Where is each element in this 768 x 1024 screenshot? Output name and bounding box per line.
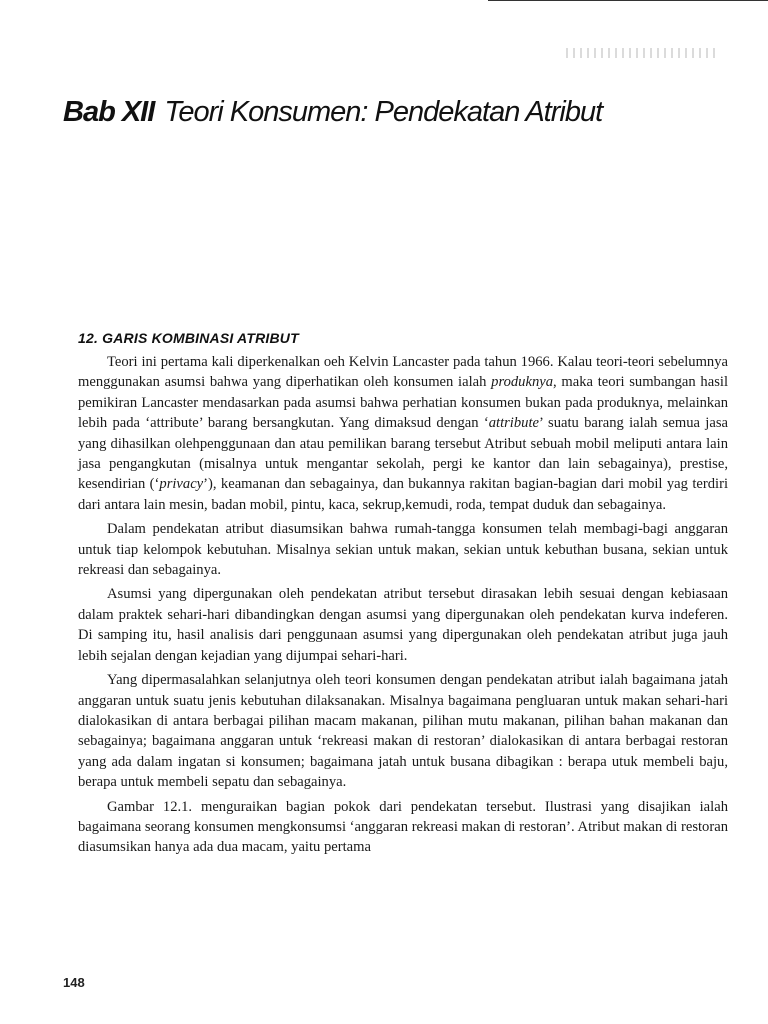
paragraph-4: Yang dipermasalahkan selanjutnya oleh teori konsumen dengan pendekatan atribut ialah bagaimana jatah anggaran untuk suatu jenis kebutuhan dilaksanakan. Misalnya bagaimana pengluaran untuk makan sehari-hari dialokasikan di antara berbagai pilihan macam makanan, pilihan mutu makanan, pilihan bahan makanan dan sebagainya; bagaimana anggaran untuk ‘rekreasi makan di restoran’ dialokasikan di antara berbagai restoran yang ada dalam ingatan si konsumen; bagaimana jatah untuk busana dibagikan : berapa utuk membeli baju, berapa untuk membeli sepatu dan sebagainya. [78,672,728,791]
chapter-title-text: Teori Konsumen: Pendekatan Atribut [164,96,603,128]
paragraph-5: Gambar 12.1. menguraikan bagian pokok dari pendekatan tersebut. Ilustrasi yang disajikan ialah bagaimana seorang konsumen mengkonsumsi ‘anggaran rekreasi makan di restoran’. Atribut makan di restoran diasumsikan hanya ada dua macam, yaitu pertama [78,798,728,856]
body-text [78,352,728,862]
p1-text-e: ’ suatu barang ialah semua jasa yang dihasilkan olehpenggunaan dan atau pemilikan barang tersebut Atribut sebuah mobil meliputi antara lain jasa pengangkutan (misalnya untuk mengantar sekolah, pergi ke kantor dan lain sebagainya), prestise, kesendirian (‘ [78,415,728,493]
paragraph-1 [78,352,728,515]
p1-em-attribute: attribute [488,415,539,432]
p1-text-c: , maka teori sumbangan hasil pemikiran Lancaster mendasarkan pada asumsi bahwa perhatian konsumen bukan pada produknya, melainkan lebih pada ‘attribute’ barang bersangkutan. Yang dimaksud dengan ‘ [78,374,728,432]
p1-em-privacy: privacy [159,476,204,493]
top-rule [488,0,768,1]
page-number: 148 [63,975,85,990]
p1-em-produknya: produknya [491,374,554,391]
paragraph-2: Dalam pendekatan atribut diasumsikan bahwa rumah-tangga konsumen telah membagi-bagi anggaran untuk tiap kelompok kebutuhan. Misalnya sekian untuk makan, sekian untuk kebuthan busana, sekian untuk rekreasi dan sebagainya. [78,521,728,579]
p1-text-g: ’), keamanan dan sebagainya, dan bukannya rakitan bagian-bagian dari mobil yag terdiri dari antara lain mesin, badan mobil, pintu, kaca, sekrup,kemudi, roda, tempat duduk dan sebagainya. [78,476,728,513]
section-heading: 12. GARIS KOMBINASI ATRIBUT [78,330,299,346]
p1-text-a: Teori ini pertama kali diperkenalkan oeh Kelvin Lancaster pada tahun 1966. Kalau teori-teori sebelumnya menggunakan asumsi bahwa yang diperhatikan oleh konsumen ialah [78,354,728,391]
scan-artifact [566,48,716,58]
paragraph-3: Asumsi yang dipergunakan oleh pendekatan atribut tersebut dirasakan lebih sesuai dengan kebiasaan dalam praktek sehari-hari dibandingkan dengan asumsi yang dipergunakan oleh pendekatan kurva indeferen. Di samping itu, hasil analisis dari penggunaan asumsi yang dipergunakan oleh pendekatan atribut juga jauh lebih sejalan dengan kejadian yang dijumpai sehari-hari. [78,586,728,664]
chapter-number: Bab XII [63,96,155,128]
chapter-title [63,96,602,129]
